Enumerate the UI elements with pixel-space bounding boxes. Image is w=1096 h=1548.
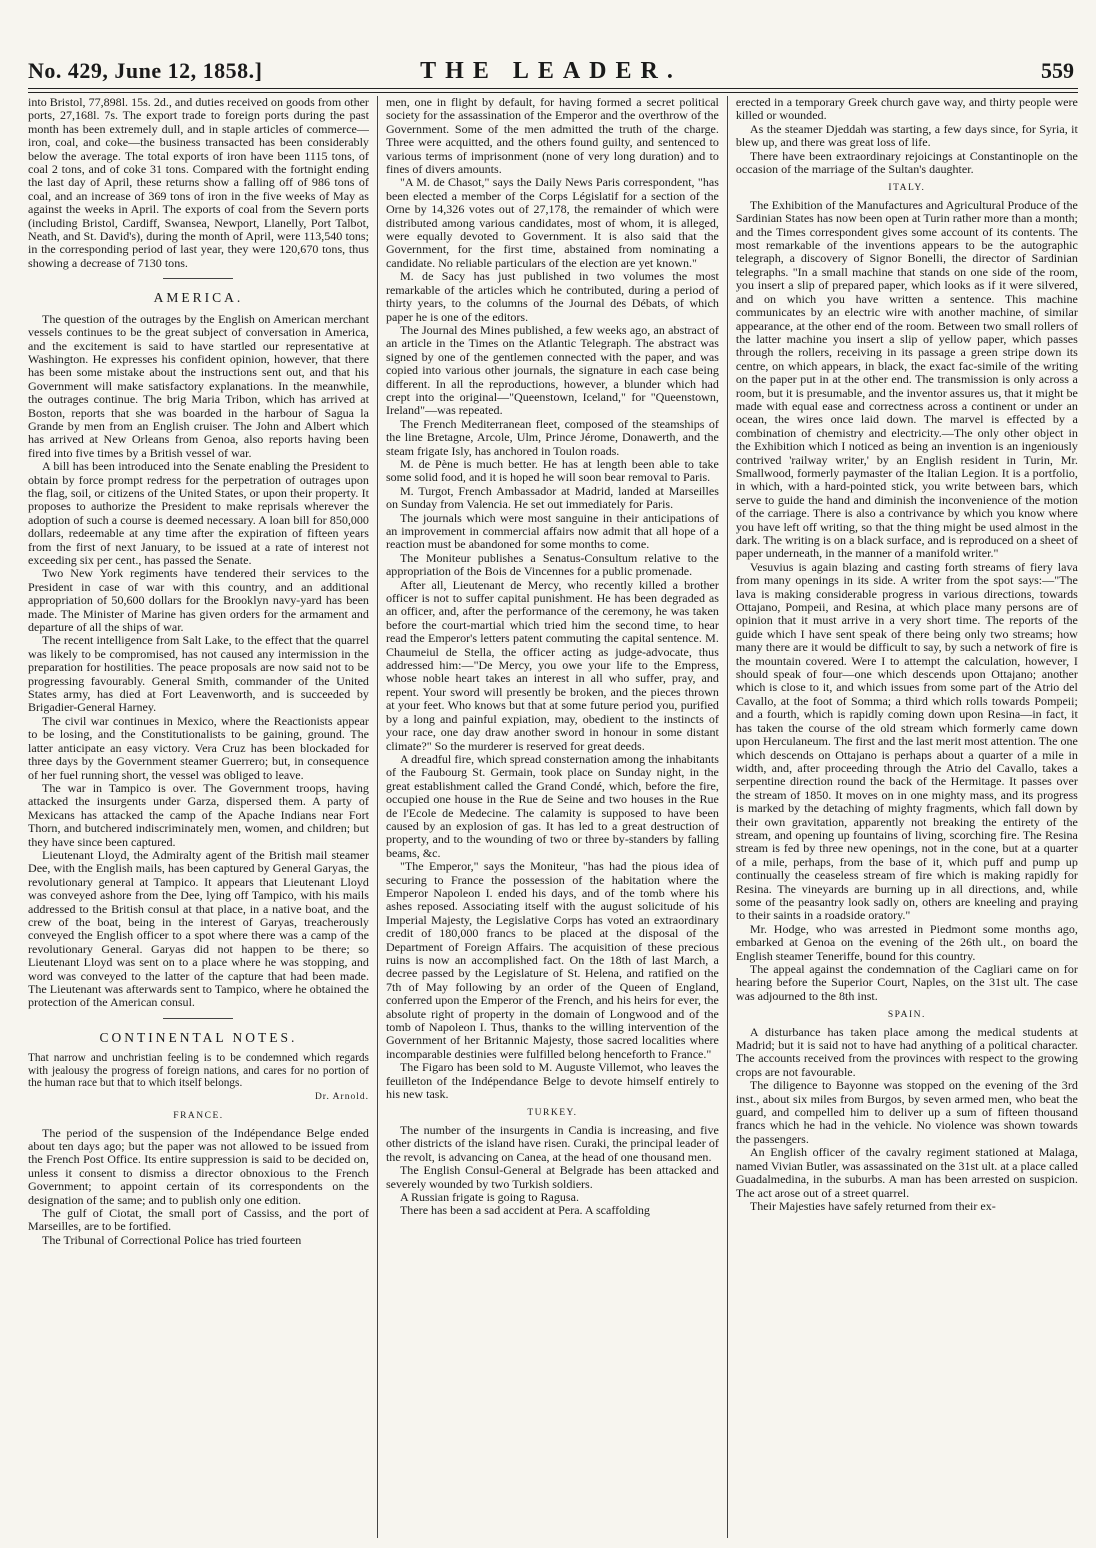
paragraph: into Bristol, 77,898l. 15s. 2d., and duties received on goods from other ports, 27,168l. 7s. The export trade to foreign ports during the past month has been extremely dull, and in staple articles of commerce—iron, coal, and coke—the business transacted has been considerably below the average. The total exports of iron have been 1115 tons, of coal 2 tons, and of coke 31 tons. Compared with the fortnight ending the last day of April, these returns show a falling off of 986 tons of coal, and an increase of 369 tons of iron in the five weeks of May as against the weeks in April. The exports of coal from the Severn ports (including Bristol, Cardiff, Swansea, Newport, Llanelly, Port Talbot, Neath, and St. David's), during the month of April, were 113,540 tons; in the corresponding period of last year, they were 120,670 tons, thus showing a decrease of 7130 tons.: [28, 96, 369, 270]
paragraph: The Tribunal of Correctional Police has tried fourteen: [42, 1232, 302, 1247]
paragraph: The period of the suspension of the Indépendance Belge ended about ten days ago; but the paper was not allowed to be issued from the French Post Office. Its entire suppression is said to be decided on, unless it consent to dismiss a director obnoxious to the French Government; to appoint certain of its correspondents on the designation of the same; and to publish only one edition.: [28, 1125, 369, 1207]
column-1: [28, 96, 378, 1538]
paragraph: M. Turgot, French Ambassador at Madrid, landed at Marseilles on Sunday from Valencia. He set out immediately for Paris.: [385, 483, 719, 512]
paragraph: The English Consul-General at Belgrade has been attacked and severely wounded by two Turkish soldiers.: [385, 1163, 719, 1191]
paragraph: The recent intelligence from Salt Lake, to the effect that the quarrel was likely to be compromised, has not caused any intermission in the preparation for hostilities. The peace proposals are now said not to be progressing favourably. General Smith, commander of the United States army, has died at Fort Leavenworth, and is succeeded by Brigadier-General Harney.: [28, 633, 369, 715]
paragraph: The Exhibition of the Manufactures and Agricultural Produce of the Sardinian States has now been open at Turin rather more than a month; and the Times correspondent gives some account of its contents. The most remarkable of the inventions appears to be the autographic telegraph, a discovery of Signor Bonelli, the director of Sardinian telegraphs. "In a small machine that stands on one side of the room, you insert a slip of prepared paper, which looks as if it were silvered, and on which you have written a sentence. This machine communicates by an electric wire with another machine, of similar appearance, at the other end of the room. Between two small rollers of the latter machine you insert a slip of yellow paper, which passes through the rollers, receiving in its passage a green stripe down its centre, on which appears, in black, the exact fac-simile of the writing on the paper put in at the other end. The transmission is only across a room, but it is presumable, and the inventor assures us, that it might be made with equal ease and correctness across a continent or under an ocean, the wires once laid down. The marvel is effected by a combination of chemistry and electricity.—The only other object in the Exhibition which I noticed as being an invention is an ingeniously contrived 'railway writer,' by an English resident in Turin, Mr. Smallwood, formerly paymaster of the Italian Legion. It is a portfolio, in which, with a hard-pointed stick, you write between bars, which serve to guide the hand and diminish the inconvenience of the motion of the carriage. There is also a contrivance by which you know where you have left off writing, so that the thing might be used almost in the dark. The writing is on a black surface, and is reproduced on a sheet of paper underneath, in the manner of a manifold writer.": [735, 197, 1078, 561]
paragraph: The war in Tampico is over. The Government troops, having attacked the insurgents under Garza, dispersed them. A party of Mexicans has attacked the camp of the Apache Indians near Fort Thorn, and butchered indiscriminately men, women, and children; but they have since been captured.: [28, 780, 369, 849]
paragraph: A dreadful fire, which spread consternation among the inhabitants of the Faubourg St. Germain, took place on Sunday night, in the great establishment called the Grand Condé, which, before the fire, occupied one house in the Rue de Seine and two houses in the Rue de l'Ecole de Medecine. The calamity is supposed to have been caused by an explosion of gas. It has led to a great destruction of property, and to the wounding of two or three by-standers by falling beams, &c.: [385, 751, 719, 860]
paragraph: The Figaro has been sold to M. Auguste Villemot, who leaves the feuilleton of the Indépendance Belge to devote himself entirely to his new task.: [385, 1060, 719, 1102]
paragraph: The journals which were most sanguine in their anticipations of an improvement in commercial affairs now admit that all hope of a reaction must be abandoned for some months to come.: [385, 510, 719, 552]
article-columns: [28, 96, 1078, 1538]
paragraph: A bill has been introduced into the Senate enabling the President to obtain by force prompt redress for the perpetration of outrages upon the flag, soil, or citizens of the United States, or upon their property. It proposes to authorize the President to make reprisals wherever the adoption of such a course is deemed necessary. A loan bill for 850,000 dollars, redeemable at any time after the expiration of fifteen years from the first of next January, to be issued at a rate of interest not exceeding six per cent., has passed the Senate.: [28, 459, 369, 567]
epigraph-attribution: Dr. Arnold.: [314, 1091, 369, 1102]
paragraph: The civil war continues in Mexico, where the Reactionists appear to be losing, and the Constitutionalists to be gaining, ground. The latter anticipate an easy victory. Vera Cruz has been blockaded for three days by the Government steamer Guerrero; but, in consequence of her fuel running short, the vessel was obliged to leave.: [28, 713, 369, 782]
paragraph: The question of the outrages by the English on American merchant vessels continues to be the great subject of conversation in America, and the excitement is said to have startled our representative at Washington. He expresses his confident opinion, however, that there has been some mistake about the instructions sent out, and that his Government will make satisfactory explanations. In the meanwhile, the outrages continue. The brig Maria Tribon, which has arrived at Boston, reports that she was boarded in the harbour of Sagua la Grande by men from an English cruiser. The John and Albert which has arrived at New Orleans from Genoa, also reports having been fired into five times by a British vessel of war.: [28, 311, 369, 460]
page-number: 559: [1041, 58, 1074, 83]
epigraph: That narrow and unchristian feeling is to be condemned which regards with jealousy the progress of foreign nations, and cares for no portion of the human race but that to which itself belongs.: [28, 1052, 369, 1090]
section-divider: [163, 1018, 233, 1019]
paragraph: Mr. Hodge, who was arrested in Piedmont some months ago, embarked at Genoa on the evening of the 26th ult., on board the English steamer Teneriffe, bound for this country.: [735, 921, 1078, 963]
paragraph: The French Mediterranean fleet, composed of the steamships of the line Bretagne, Arcole, Ulm, Prince Jérome, Donawerth, and the steam frigate Isly, has anchored in Toulon roads.: [385, 416, 719, 458]
issue-line: No. 429, June 12, 1858.]: [28, 58, 263, 83]
subheading-italy: ITALY.: [888, 183, 926, 194]
paragraph: erected in a temporary Greek church gave way, and thirty people were killed or wounded.: [735, 96, 1078, 123]
paragraph: Vesuvius is again blazing and casting forth streams of fiery lava from many openings in its side. A writer from the spot says:—"The lava is making considerable progress in various directions, towards Ottajano, Pompeii, and Resina, at which place many persons are of opinion that it must arrive in a very short time. The reports of the guide which I have sent speak of there being only two streams; how many there are it would be difficult to say, by such a network of fire is the mountain covered. Were I to attempt the calculation, however, I should speak of four—one which descends upon Ottajano; another which is close to it, and which issues from some part of the Atrio del Cavallo, at the foot of Somma; a third which rolls towards Pompeii; and a fourth, which is rapidly coming down upon Resina—in fact, it has taken the course of the old stream which formerly came down upon Herculaneum. The first and the last merit most attention. The one which descends on Ottajano is perhaps about a quarter of a mile in width, and, after proceeding through the Atrio del Cavallo, takes a serpentine direction round the back of the Hermitage. It passes over the stream of 1850. It moves on in one mighty mass, and its progress is marked by the detaching of mighty fragments, which fall down by their own gravitation, apparently not breaking the entirety of the stream, and opening up fountains of living, scorching fire. The Resina stream is fed by three new openings, not in the cone, but at a quarter of a mile, perhaps, from the base of it, which puff and pump up continually the ceaseless stream of fire which is making rapidly for Resina. The vineyards are burning up in all directions, and, while some of the peasantry look sadly on, others are kneeling and praying to their saints in a roadside oratory.": [735, 559, 1078, 923]
subheading-turkey: TURKEY.: [527, 1108, 578, 1119]
paragraph: M. de Sacy has just published in two volumes the most remarkable of the articles which he contributed, during a period of thirty years, to the columns of the Journal des Débats, of which paper he is one of the editors.: [385, 269, 719, 324]
column-2: [378, 96, 728, 1538]
paragraph: There has been a sad accident at Pera. A scaffolding: [399, 1203, 650, 1218]
paragraph: men, one in flight by default, for having formed a secret political society for the assassination of the Emperor and the overthrow of the Government. Some of the men admitted the truth of the charge. Three were acquitted, and the others found guilty, and sentenced to various terms of imprisonment (none of very long duration) and to fines of divers amounts.: [385, 96, 719, 177]
paragraph: The appeal against the condemnation of the Cagliari came on for hearing before the Superior Court, Naples, on the 31st ult. The case was adjourned to the 8th inst.: [735, 962, 1078, 1003]
paragraph: M. de Pène is much better. He has at length been able to take some solid food, and it is hoped he will soon bear removal to Paris.: [385, 456, 719, 485]
paragraph: The gulf of Ciotat, the small port of Cassiss, and the port of Marseilles, are to be fortified.: [28, 1205, 369, 1234]
paragraph: Their Majesties have safely returned from their ex-: [749, 1198, 996, 1213]
paragraph: The number of the insurgents in Candia is increasing, and five other districts of the island have risen. Curaki, the principal leader of the revolt, is advancing on Canea, at the head of one thousand men.: [385, 1122, 719, 1164]
paragraph: An English officer of the cavalry regiment stationed at Malaga, named Vivian Butler, was assassinated on the 31st ult. at a place called Guadalmedina, in the suburbs. A man has been arrested on suspicion. The act arose out of a street quarrel.: [735, 1145, 1078, 1200]
paragraph: There have been extraordinary rejoicings at Constantinople on the occasion of the marriage of the Sultan's daughter.: [735, 148, 1078, 177]
paragraph: The Moniteur publishes a Senatus-Consultum relative to the appropriation of the Bois de Vincennes for a public promenade.: [385, 550, 719, 579]
subheading-spain: SPAIN.: [887, 1010, 926, 1021]
paragraph: As the steamer Djeddah was starting, a few days since, for Syria, it blew up, and there was great loss of life.: [735, 121, 1078, 150]
masthead-rule-thin: [28, 92, 1078, 93]
masthead: [28, 58, 1074, 90]
paragraph: The diligence to Bayonne was stopped on the evening of the 3rd inst., about six miles from Burgos, by seven armed men, who beat the guard, and compelled him to deliver up a sum of fifteen thousand francs which he had in the vehicle. No violence was shown towards the passengers.: [735, 1078, 1078, 1146]
section-divider: [163, 278, 233, 279]
paragraph: The Journal des Mines published, a few weeks ago, an abstract of an article in the Times on the Atlantic Telegraph. The abstract was signed by one of the gentlemen connected with the paper, and was copied into various other journals, the signature in each case being different. In all the reproductions, however, a blunder which had crept into the original—"Queenstown, Iceland," for "Queenstown, Ireland"—was repeated.: [385, 322, 719, 418]
column-3: [728, 96, 1078, 1538]
paragraph: A Russian frigate is going to Ragusa.: [399, 1189, 579, 1204]
section-heading-america: AMERICA.: [153, 290, 244, 306]
subheading-france: FRANCE.: [173, 1111, 224, 1122]
paragraph: Lieutenant Lloyd, the Admiralty agent of the British mail steamer Dee, with the English mails, has been captured by General Garyas, the revolutionary general at Tampico. It appears that Lieutenant Lloyd was conveyed ashore from the Dee, lying off Tampico, with his mails addressed to the British consul at that place, in a native boat, and the crew of the boat, being in the interest of Garyas, treacherously conveyed the English officer to a spot where there was a camp of the revolutionary General. Garyas did not happen to be there; so Lieutenant Lloyd was sent on to a place where he was stopping, and word was conveyed to the latter of the capture that had been made. The Lieutenant was afterwards sent to Tampico, where he obtained the protection of the American consul.: [28, 847, 369, 1010]
paragraph: "A M. de Chasot," says the Daily News Paris correspondent, "has been elected a member of the Corps Législatif for a section of the Orne by 14,326 votes out of 27,178, the remainder of which were distributed among various candidates, most of whom, it is alleged, were equally devoted to Government. It is also said that the Government, for the first time, abstained from nominating a candidate. No reliable particulars of the election are yet known.": [385, 175, 719, 270]
paragraph: After all, Lieutenant de Mercy, who recently killed a brother officer is not to suffer capital punishment. He has been degraded as an officer, and, after the performance of the ceremony, he was taken before the court-martial which tried him the second time, to hear read the Emperor's letters patent commuting the capital sentence. M. Chaumeiul de Stella, the officer acting as judge-advocate, thus addressed him:—"De Mercy, you owe your life to the Empress, whose noble heart takes an interest in all who suffer, pray, and repent. Your sword will presently be broken, and the pieces thrown at your feet. Who knows but that at some future period you, purified by a long and painful expiation, may, obedient to the instincts of your race, one day draw another sword in honour in some distant climate?" So the murderer is reserved for great deeds.: [385, 577, 719, 753]
newspaper-title: THE LEADER.: [420, 58, 682, 84]
masthead-rule: [28, 88, 1078, 89]
section-heading-continental: CONTINENTAL NOTES.: [99, 1029, 298, 1045]
paragraph: Two New York regiments have tendered their services to the President in case of war with this country, and an additional appropriation of 50,600 dollars for the Brooklyn navy-yard has been made. The Minister of Marine has given orders for the armament and departure of all the ships of war.: [28, 566, 369, 635]
paragraph: A disturbance has taken place among the medical students at Madrid; but it is said not to have had anything of a political character. The accounts received from the provinces with respect to the growing crops are not favourable.: [735, 1024, 1078, 1079]
paragraph: "The Emperor," says the Moniteur, "has had the pious idea of securing to France the possession of the habitation where the Emperor Napoleon I. ended his days, and of the tomb where his ashes reposed. Associating itself with the august solicitude of his Imperial Majesty, the Legislative Corps has voted an extraordinary credit of 180,000 francs to be placed at the disposal of the Department of Foreign Affairs. The acquisition of these precious ruins is now an accomplished fact. On the 18th of last March, a decree passed by the Legislature of St. Helena, and ratified on the 7th of May following by an order of the Queen of England, conferred upon the Emperor of the French, and his heirs for ever, the absolute right of property in the domain of Longwood and of the tomb of Napoleon I. Thus, thanks to the willing intervention of the Government of her Britannic Majesty, those sacred localities where incomparable destinies were fulfilled belong henceforth to France.": [385, 859, 719, 1061]
